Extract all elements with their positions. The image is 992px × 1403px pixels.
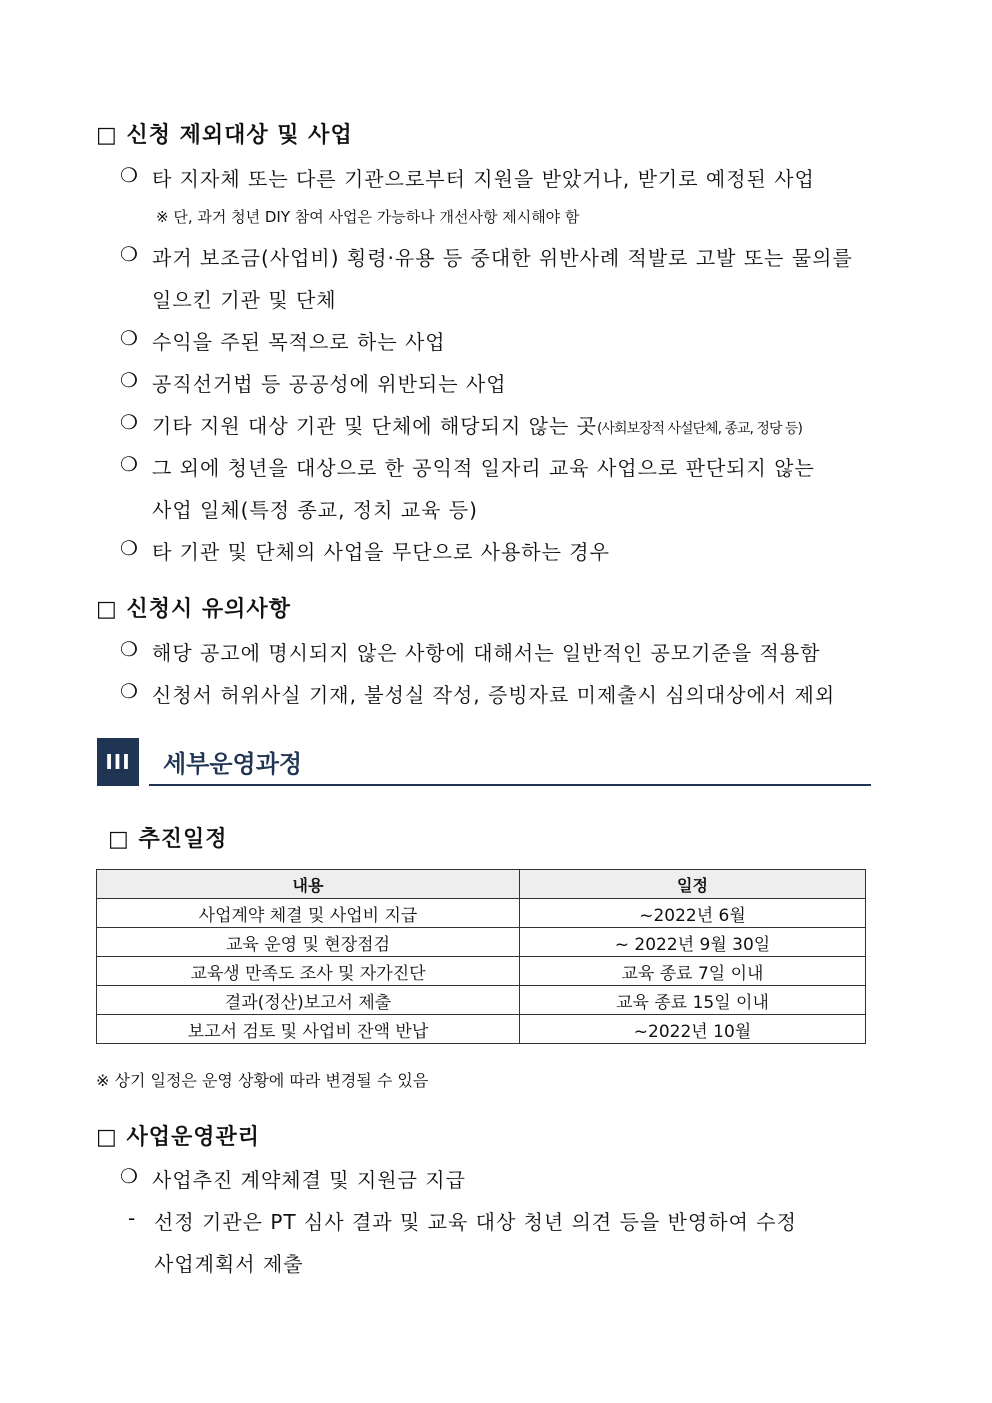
- bullet-circle-icon: ❍: [120, 326, 139, 350]
- list-item-text: 사업추진 계약체결 및 지원금 지급: [152, 1168, 466, 1192]
- section-heading-cautions: □ 신청시 유의사항: [96, 597, 291, 622]
- table-row: [97, 957, 866, 986]
- schedule-table: [96, 869, 866, 1044]
- table-cell: 교육 종료 7일 이내: [520, 957, 866, 986]
- list-item-continuation: 사업 일체(특정 종교, 정치 교육 등): [152, 498, 478, 522]
- list-item-text: 그 외에 청년을 대상으로 한 공익적 일자리 교육 사업으로 판단되지 않는: [152, 456, 815, 480]
- bullet-circle-icon: ❍: [120, 1164, 139, 1188]
- table-row: [97, 986, 866, 1015]
- sub-list-item-continuation: 사업계획서 제출: [154, 1252, 304, 1276]
- list-item-text: 해당 공고에 명시되지 않은 사항에 대해서는 일반적인 공모기준을 적용함: [152, 641, 821, 665]
- section-heading-exclusions: □ 신청 제외대상 및 사업: [96, 123, 353, 148]
- table-cell: ~2022년 6월: [520, 899, 866, 928]
- bullet-circle-icon: ❍: [120, 536, 139, 560]
- list-item-text: 공직선거법 등 공공성에 위반되는 사업: [152, 372, 507, 396]
- table-cell: 사업계약 체결 및 사업비 지급: [97, 899, 520, 928]
- bullet-circle-icon: ❍: [120, 410, 139, 434]
- table-cell: 교육 종료 15일 이내: [520, 986, 866, 1015]
- list-item-small-text: (사회보장적 사설단체, 종교, 정당 등): [596, 421, 802, 437]
- section-heading-management: □ 사업운영관리: [96, 1125, 260, 1150]
- bullet-circle-icon: ❍: [120, 637, 139, 661]
- list-item-text: 타 기관 및 단체의 사업을 무단으로 사용하는 경우: [152, 540, 610, 564]
- bullet-circle-icon: ❍: [120, 163, 139, 187]
- table-header-row: [97, 870, 866, 899]
- section-number-badge: III: [97, 738, 139, 786]
- table-cell: 보고서 검토 및 사업비 잔액 반납: [97, 1015, 520, 1044]
- table-row: [97, 1015, 866, 1044]
- table-cell: ~2022년 10월: [520, 1015, 866, 1044]
- list-item-text: 타 지자체 또는 다른 기관으로부터 지원을 받았거나, 받기로 예정된 사업: [152, 167, 815, 191]
- table-cell: 교육 운영 및 현장점검: [97, 928, 520, 957]
- bullet-circle-icon: ❍: [120, 679, 139, 703]
- sub-list-item-text: 선정 기관은 PT 심사 결과 및 교육 대상 청년 의견 등을 반영하여 수정: [154, 1210, 797, 1234]
- table-row: [97, 928, 866, 957]
- table-row: [97, 899, 866, 928]
- section-heading-schedule: □ 추진일정: [108, 827, 228, 852]
- column-header-content: 내용: [97, 870, 520, 899]
- bullet-circle-icon: ❍: [120, 452, 139, 476]
- section-title: 세부운영과정: [163, 750, 303, 778]
- column-header-date: 일정: [520, 870, 866, 899]
- table-cell: 결과(정산)보고서 제출: [97, 986, 520, 1015]
- list-item-text: 과거 보조금(사업비) 횡령·유용 등 중대한 위반사례 적발로 고발 또는 물의를: [152, 246, 853, 270]
- table-cell: ~ 2022년 9월 30일: [520, 928, 866, 957]
- list-item-text: 기타 지원 대상 기관 및 단체에 해당되지 않는 곳: [152, 414, 597, 438]
- list-item-continuation: 일으킨 기관 및 단체: [152, 288, 337, 312]
- table-cell: 교육생 만족도 조사 및 자가진단: [97, 957, 520, 986]
- note-text: ※ 단, 과거 청년 DIY 참여 사업은 가능하나 개선사항 제시해야 함: [156, 208, 580, 226]
- list-item-text: 수익을 주된 목적으로 하는 사업: [152, 330, 446, 354]
- bullet-circle-icon: ❍: [120, 368, 139, 392]
- schedule-note: ※ 상기 일정은 운영 상황에 따라 변경될 수 있음: [96, 1071, 429, 1090]
- list-item-text: 신청서 허위사실 기재, 불성실 작성, 증빙자료 미제출시 심의대상에서 제외: [152, 683, 836, 707]
- section-title-underline: [149, 784, 871, 786]
- dash-bullet-icon: -: [128, 1206, 137, 1230]
- bullet-circle-icon: ❍: [120, 242, 139, 266]
